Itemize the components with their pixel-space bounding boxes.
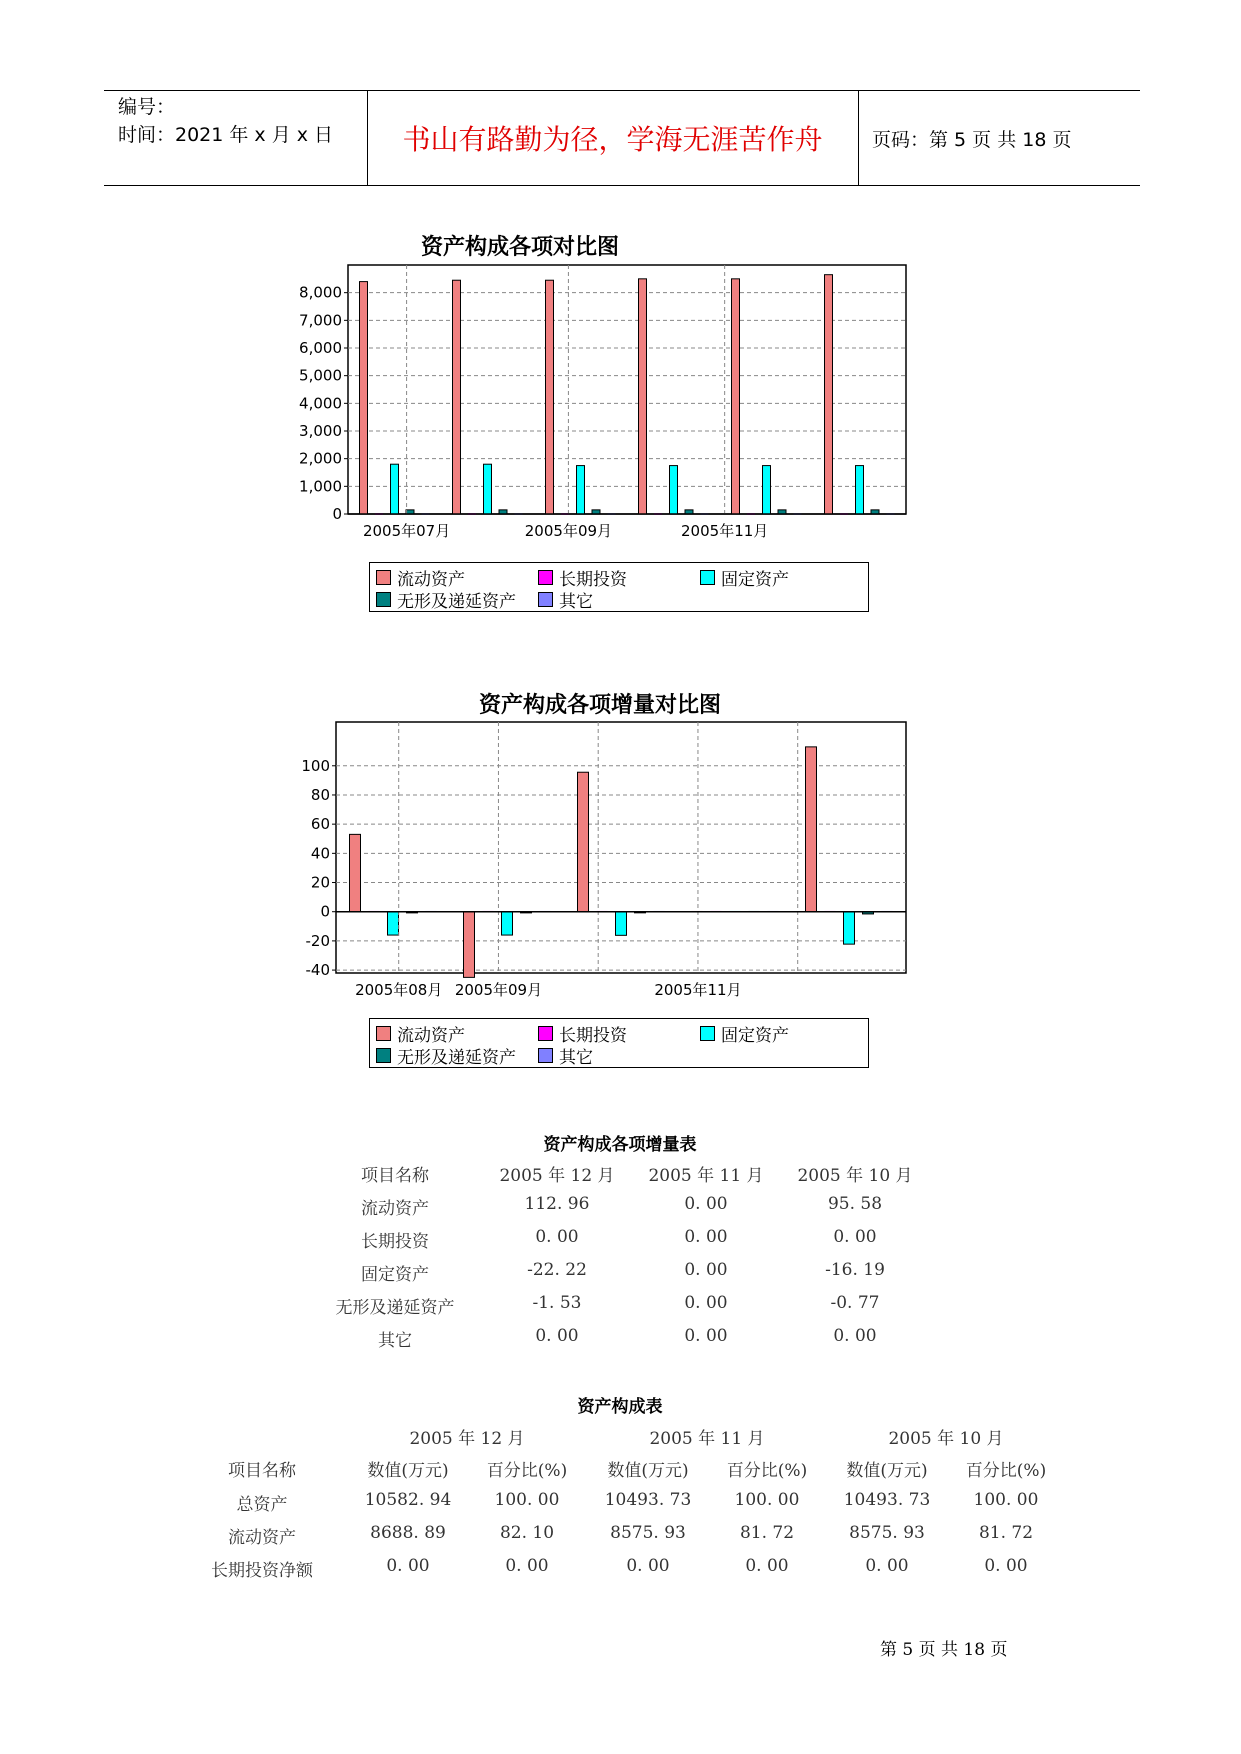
y-tick-label: 6,000	[299, 339, 342, 357]
legend-item: 长期投资	[538, 1021, 627, 1046]
y-tick-label: 1,000	[299, 477, 342, 496]
y-tick-label: 3,000	[299, 422, 342, 440]
table-cell: 其它	[378, 1331, 412, 1351]
bar	[464, 912, 475, 978]
time-label: 时间：2021 年 x 月 x 日	[118, 124, 334, 146]
plot-frame	[348, 265, 906, 514]
y-tick-label: 5,000	[299, 366, 342, 385]
bar	[388, 912, 399, 935]
chart1-title: 资产构成各项对比图	[420, 235, 619, 260]
x-tick-label: 2005年11月	[681, 522, 769, 540]
bar	[484, 464, 492, 514]
page-header	[104, 90, 1140, 186]
legend-item: 无形及递延资产	[376, 1043, 516, 1068]
legend-swatch	[376, 592, 391, 607]
legend-swatch	[376, 1026, 391, 1041]
table-cell: 0. 00	[626, 1556, 670, 1576]
bar	[856, 466, 864, 514]
x-tick-label: 2005年11月	[654, 981, 742, 999]
table-cell: 0. 00	[684, 1227, 728, 1247]
legend-swatch	[538, 592, 553, 607]
table-cell: 总资产	[236, 1495, 288, 1515]
y-tick-label: 100	[301, 756, 330, 775]
legend-swatch	[700, 1026, 715, 1041]
chart2-plot	[290, 718, 920, 1013]
y-tick-label: 0	[332, 505, 342, 523]
legend-item: 无形及递延资产	[376, 587, 516, 612]
table-cell: 10493. 73	[604, 1490, 692, 1510]
bar	[844, 912, 855, 944]
table-cell: 8688. 89	[370, 1523, 446, 1543]
legend-item: 固定资产	[700, 1021, 789, 1046]
table-cell: 0. 00	[535, 1326, 579, 1346]
table-cell: 无形及递延资产	[335, 1298, 455, 1318]
chart2-title: 资产构成各项增量对比图	[478, 693, 721, 718]
table-cell: 流动资产	[228, 1528, 296, 1548]
y-tick-label: 7,000	[299, 311, 342, 330]
bar	[670, 466, 678, 514]
header-divider	[858, 91, 859, 185]
table-cell: 0. 00	[684, 1293, 728, 1313]
x-tick-label: 2005年09月	[524, 522, 613, 540]
bar	[732, 279, 740, 514]
table-header-cell: 2005 年 10 月	[797, 1166, 913, 1186]
table-cell: 95. 58	[827, 1194, 883, 1214]
table-cell: 流动资产	[361, 1199, 429, 1219]
serial-label: 编号：	[118, 96, 176, 118]
bar	[502, 912, 513, 935]
y-tick-label: 4,000	[299, 394, 342, 413]
bar	[616, 912, 627, 936]
table-cell: 82. 10	[499, 1523, 555, 1543]
x-tick-label: 2005年07月	[362, 522, 451, 540]
bar	[763, 466, 771, 514]
legend-item: 固定资产	[700, 565, 789, 590]
table-cell: 0. 00	[684, 1194, 728, 1214]
legend-swatch	[538, 1026, 553, 1041]
header-motto: 书山有路勤为径，学海无涯苦作舟	[402, 123, 823, 156]
table-cell: -0. 77	[830, 1293, 880, 1313]
table-header-cell: 2005 年 11 月	[648, 1166, 764, 1186]
table-period-header: 2005 年 12 月	[409, 1429, 525, 1449]
legend-swatch	[376, 1048, 391, 1063]
table-cell: 0. 00	[833, 1326, 877, 1346]
legend-item: 长期投资	[538, 565, 627, 590]
x-tick-label: 2005年08月	[355, 981, 443, 999]
table-cell: 100. 00	[973, 1490, 1039, 1510]
bar	[806, 747, 817, 912]
bar	[578, 772, 589, 911]
table-cell: 0. 00	[833, 1227, 877, 1247]
table-cell: 100. 00	[734, 1490, 800, 1510]
composition-table-title: 资产构成表	[577, 1397, 663, 1417]
table-period-header: 2005 年 11 月	[649, 1429, 765, 1449]
legend-swatch	[700, 570, 715, 585]
table-cell: -22. 22	[527, 1260, 587, 1280]
y-tick-label: -40	[305, 961, 330, 980]
table-cell: 8575. 93	[610, 1523, 686, 1543]
table-header-cell: 百分比(%)	[726, 1461, 808, 1481]
table-header-cell: 2005 年 12 月	[499, 1166, 615, 1186]
chart1-plot	[290, 260, 920, 550]
y-tick-label: 2,000	[299, 449, 342, 468]
bar	[825, 275, 833, 514]
table-header-cell: 百分比(%)	[486, 1461, 568, 1481]
table-cell: 112. 96	[524, 1194, 590, 1214]
table-header-cell: 数值(万元)	[367, 1461, 449, 1481]
bar	[577, 466, 585, 514]
chart2-legend	[369, 1018, 869, 1068]
legend-item: 流动资产	[376, 565, 465, 590]
table-cell: 固定资产	[361, 1265, 429, 1285]
table-header-cell: 项目名称	[228, 1461, 296, 1481]
y-tick-label: 40	[310, 844, 330, 863]
bar	[360, 282, 368, 514]
y-tick-label: -20	[305, 931, 330, 950]
header-page-label: 页码：第 5 页 共 18 页	[872, 128, 1072, 151]
y-tick-label: 0	[320, 902, 330, 921]
header-meta	[118, 93, 333, 149]
table-cell: 0. 00	[865, 1556, 909, 1576]
table-header-cell: 数值(万元)	[846, 1461, 928, 1481]
table-cell: -16. 19	[825, 1260, 885, 1280]
table-cell: 10493. 73	[843, 1490, 931, 1510]
table-cell: 81. 72	[978, 1523, 1034, 1543]
y-tick-label: 8,000	[299, 283, 342, 302]
table-cell: 长期投资净额	[211, 1561, 313, 1581]
y-tick-label: 20	[310, 873, 330, 892]
table-period-header: 2005 年 10 月	[888, 1429, 1004, 1449]
table-cell: 0. 00	[684, 1260, 728, 1280]
table-header-cell: 百分比(%)	[965, 1461, 1047, 1481]
legend-swatch	[376, 570, 391, 585]
table-cell: 0. 00	[745, 1556, 789, 1576]
bar	[350, 834, 361, 911]
legend-swatch	[538, 570, 553, 585]
x-tick-label: 2005年09月	[454, 981, 543, 999]
legend-swatch	[538, 1048, 553, 1063]
page-footer: 第 5 页 共 18 页	[880, 1640, 1008, 1660]
y-tick-label: 80	[310, 785, 330, 804]
table-cell: -1. 53	[532, 1293, 582, 1313]
table-cell: 0. 00	[984, 1556, 1028, 1576]
table-cell: 0. 00	[505, 1556, 549, 1576]
table-cell: 0. 00	[535, 1227, 579, 1247]
legend-item: 其它	[538, 587, 593, 612]
table-header-cell: 项目名称	[361, 1166, 429, 1186]
table-header-cell: 数值(万元)	[607, 1461, 689, 1481]
table-cell: 0. 00	[386, 1556, 430, 1576]
increment-table-title: 资产构成各项增量表	[543, 1135, 697, 1155]
bar	[391, 464, 399, 514]
bar	[453, 280, 461, 514]
legend-item: 其它	[538, 1043, 593, 1068]
y-tick-label: 60	[310, 815, 330, 834]
table-cell: 100. 00	[494, 1490, 560, 1510]
table-cell: 81. 72	[739, 1523, 795, 1543]
table-cell: 8575. 93	[849, 1523, 925, 1543]
table-cell: 0. 00	[684, 1326, 728, 1346]
bar	[546, 280, 554, 514]
bar	[639, 279, 647, 514]
chart1-legend	[369, 562, 869, 612]
table-cell: 长期投资	[361, 1232, 429, 1252]
table-cell: 10582. 94	[364, 1490, 452, 1510]
legend-item: 流动资产	[376, 1021, 465, 1046]
